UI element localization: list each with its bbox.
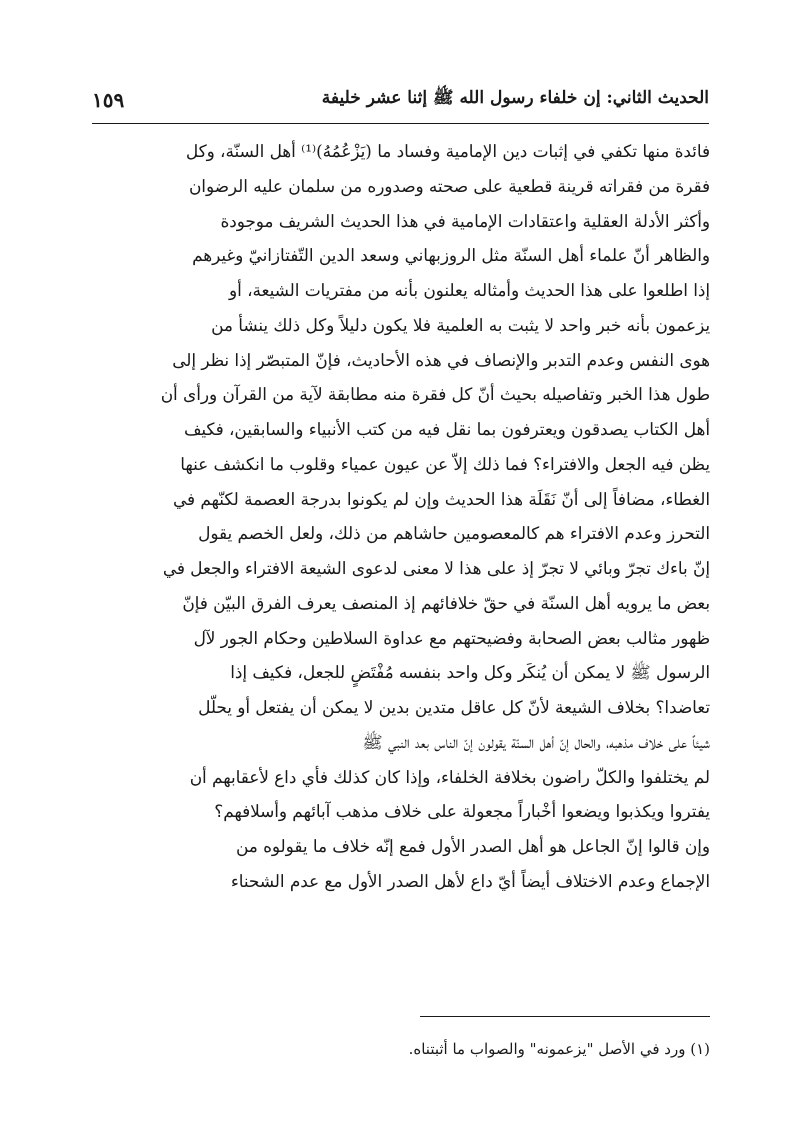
body-line: تعاضدا؟ بخلاف الشيعة لأنّ كل عاقل متدين بدين لا يمكن أن يفتعل أو يحلّل [198,697,710,717]
body-line: هوى النفس وعدم التدبر والإنصاف في هذه الأحاديث، فإنّ المتبصّر إذا نظر إلى [172,349,710,370]
page-header [92,78,709,112]
body-text [90,134,710,899]
body-line: إنّ باءك تجرّ وبائي لا تجرّ إذ على هذا لا معنى لدعوى الشيعة الافتراء والجعل في [162,558,710,578]
body-line: لم يختلفوا والكلّ راضون بخلافة الخلفاء، وإذا كان كذلك فأي داع لأعقابهم أن [189,766,710,787]
body-line: بعض ما يرويه أهل السنّة في حقّ خلافائهم إذ المنصف يعرف الفرق البيّن فإنّ [182,592,710,613]
body-line: إذا اطلعوا على هذا الحديث وأمثاله يعلنون بأنه من مفتريات الشيعة، أو [228,280,710,300]
body-line: الإجماع وعدم الاختلاف أيضاً أيّ داع لأهل الصدر الأول مع عدم الشحناء [230,870,710,891]
body-line: التحرز وعدم الافتراء هم كالمعصومين حاشاهم من ذلك، ولعل الخصم يقول [198,523,710,544]
body-line: يظن فيه الجعل والافتراء؟ فما ذلك إلاّ عن عيون عمياء وقلوب ما انكشف عنها [180,453,710,474]
body-line: أهل الكتاب يصدقون ويعترفون بما نقل فيه من كتب الأنبياء والسابقين، فكيف [183,419,710,439]
header-divider [92,123,709,124]
body-line: وإن قالوا إنّ الجاعل هو أهل الصدر الأول فمع إنّه خلاف ما يقولوه من [236,836,710,856]
body-line: طول هذا الخبر وتفاصيله بحيث أنّ كل فقرة منه مطابقة لآية من القرآن ورأى أن [160,384,710,405]
footnote-divider [420,1016,710,1017]
body-line: والظاهر أنّ علماء أهل السنّة مثل الروزبهاني وسعد الدين التّفتازانيّ وغيرهم [192,245,710,266]
body-line: فقرة من فقراته قرينة قطعية على صحته وصدوره من سلمان عليه الرضوان [188,175,710,196]
page-number: ١٥٩ [92,88,125,112]
body-line: شيئاً على خلاف مذهبه، والحال إنّ أهل السنّة يقولون إنّ الناس بعد النبي ﷺ [362,731,710,752]
body-line: يفتروا ويكذبوا ويضعوا أخْباراً مجعولة على خلاف مذهب آبائهم وأسلافهم؟ [214,801,710,822]
body-line: يزعمون بأنه خبر واحد لا يثبت به العلمية فلا يكون دليلاً وكل ذلك ينشأ من [211,314,710,335]
body-line: الرسول ﷺ لا يمكن أن يُنكَر وكل واحد بنفسه مُفْتَضٍ للجعل، فكيف إذا [230,662,710,683]
footnote: (١) ورد في الأصل "يزعمونه" والصواب ما أثبتناه. [408,1040,710,1058]
body-line: الغطاء، مضافاً إلى أنّ نَقَلَة هذا الحديث وإن لم يكونوا بدرجة العصمة لكنّهم في [173,488,710,509]
body-line: ظهور مثالب بعض الصحابة وفضيحتهم مع عداوة السلاطين وحكام الجور لآل [193,627,710,648]
body-line: وأكثر الأدلة العقلية واعتقادات الإمامية في هذا الحديث الشريف موجودة [220,210,710,231]
running-title: الحديث الثاني: إن خلفاء رسول الله ﷺ إثنا عشر خليفة [321,88,709,108]
body-line: فائدة منها تكفي في إثبات دين الإمامية وفساد ما (يَزْعُمُهُ)⁽¹⁾ أهل السنّة، وكل [185,141,710,161]
